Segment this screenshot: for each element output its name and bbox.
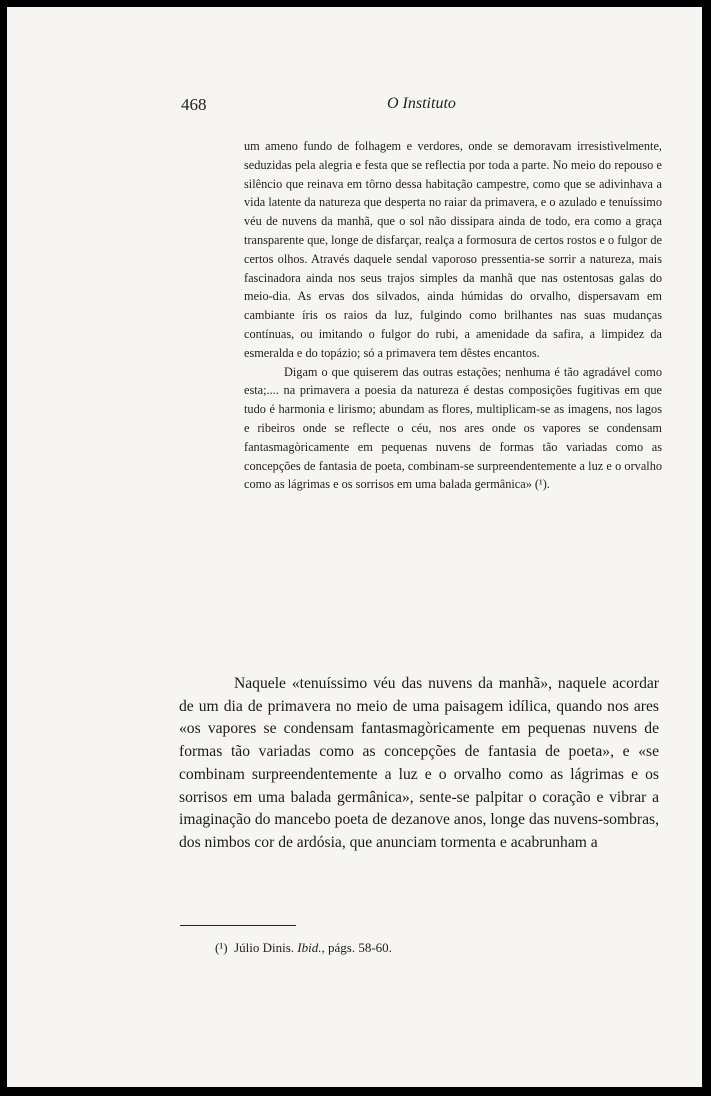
footnote-author: Júlio Dinis. — [234, 940, 295, 955]
footnote-marker: (¹) — [215, 940, 228, 955]
block-quote — [244, 137, 662, 494]
running-title: O Instituto — [387, 95, 456, 112]
body-paragraph: Naquele «tenuíssimo véu das nuvens da manhã», naquele acordar de um dia de primavera no meio de uma paisagem idílica, quando nos ares «os vapores se condensam fantasmagòricamente em pequenas nuvens de formas tão variadas como as concepções de fantasia de poeta», e «se combinam surpreendentemente a luz e o orvalho como as lágrimas e os sorrisos em uma balada germânica», sente-se palpitar o coração e vibrar a imaginação do mancebo poeta de dezanove anos, longe das nuvens-sombras, dos nimbos cor de ardósia, que anunciam tormenta e acabrunham a — [179, 675, 659, 851]
footnote-pages: págs. 58-60. — [327, 940, 392, 955]
page-header — [7, 95, 702, 119]
book-page — [7, 7, 702, 1087]
footnote-ibid: Ibid., — [297, 940, 325, 955]
footnote-separator — [180, 925, 296, 926]
page-number: 468 — [181, 95, 207, 114]
footnote — [215, 940, 392, 956]
quote-paragraph: Digam o que quiserem das outras estações; nenhuma é tão agradável como esta;.... na primavera a poesia da natureza é destas composições fugitivas em que tudo é harmonia e lirismo; abundam as flores, multiplicam-se as imagens, nos lagos e ribeiros onde se reflecte o céu, nos ares onde os vapores se condensam fantasmagòricamente em pequenas nuvens de formas tão variadas como as concepções de fantasia de poeta, combinam-se surpreendentemente a luz e o orvalho como as lágrimas e os sorrisos em uma balada germânica» (¹). — [244, 364, 662, 492]
body-text — [179, 673, 659, 855]
quote-paragraph: um ameno fundo de folhagem e verdores, onde se demoravam irresistìvelmente, seduzidas pela alegria e festa que se reflectia por toda a parte. No meio do repouso e silêncio que reinava em tôrno dessa habitação campestre, como que se adivinhava a vida latente da natureza que desperta no raiar da primavera, e o azulado e tenuíssimo véu de nuvens da manhã, que o sol não dissipara ainda de todo, era como a graça transparente que, longe de disfarçar, realça a formosura de certos rostos e o fulgor de certos olhos. Através daquele sendal vaporoso pressentia-se sorrir a natureza, mais fascinadora ainda nos seus trajos simples da manhã que nas ostentosas galas do meio-dia. As ervas dos silvados, ainda húmidas do orvalho, dispersavam em cambiante íris os raios da luz, fulgindo como brilhantes nas suas mudanças contínuas, ou imitando o fulgor do rubi, a amenidade da safira, a limpidez da esmeralda e do topázio; só a primavera tem dêstes encantos. — [244, 139, 662, 360]
